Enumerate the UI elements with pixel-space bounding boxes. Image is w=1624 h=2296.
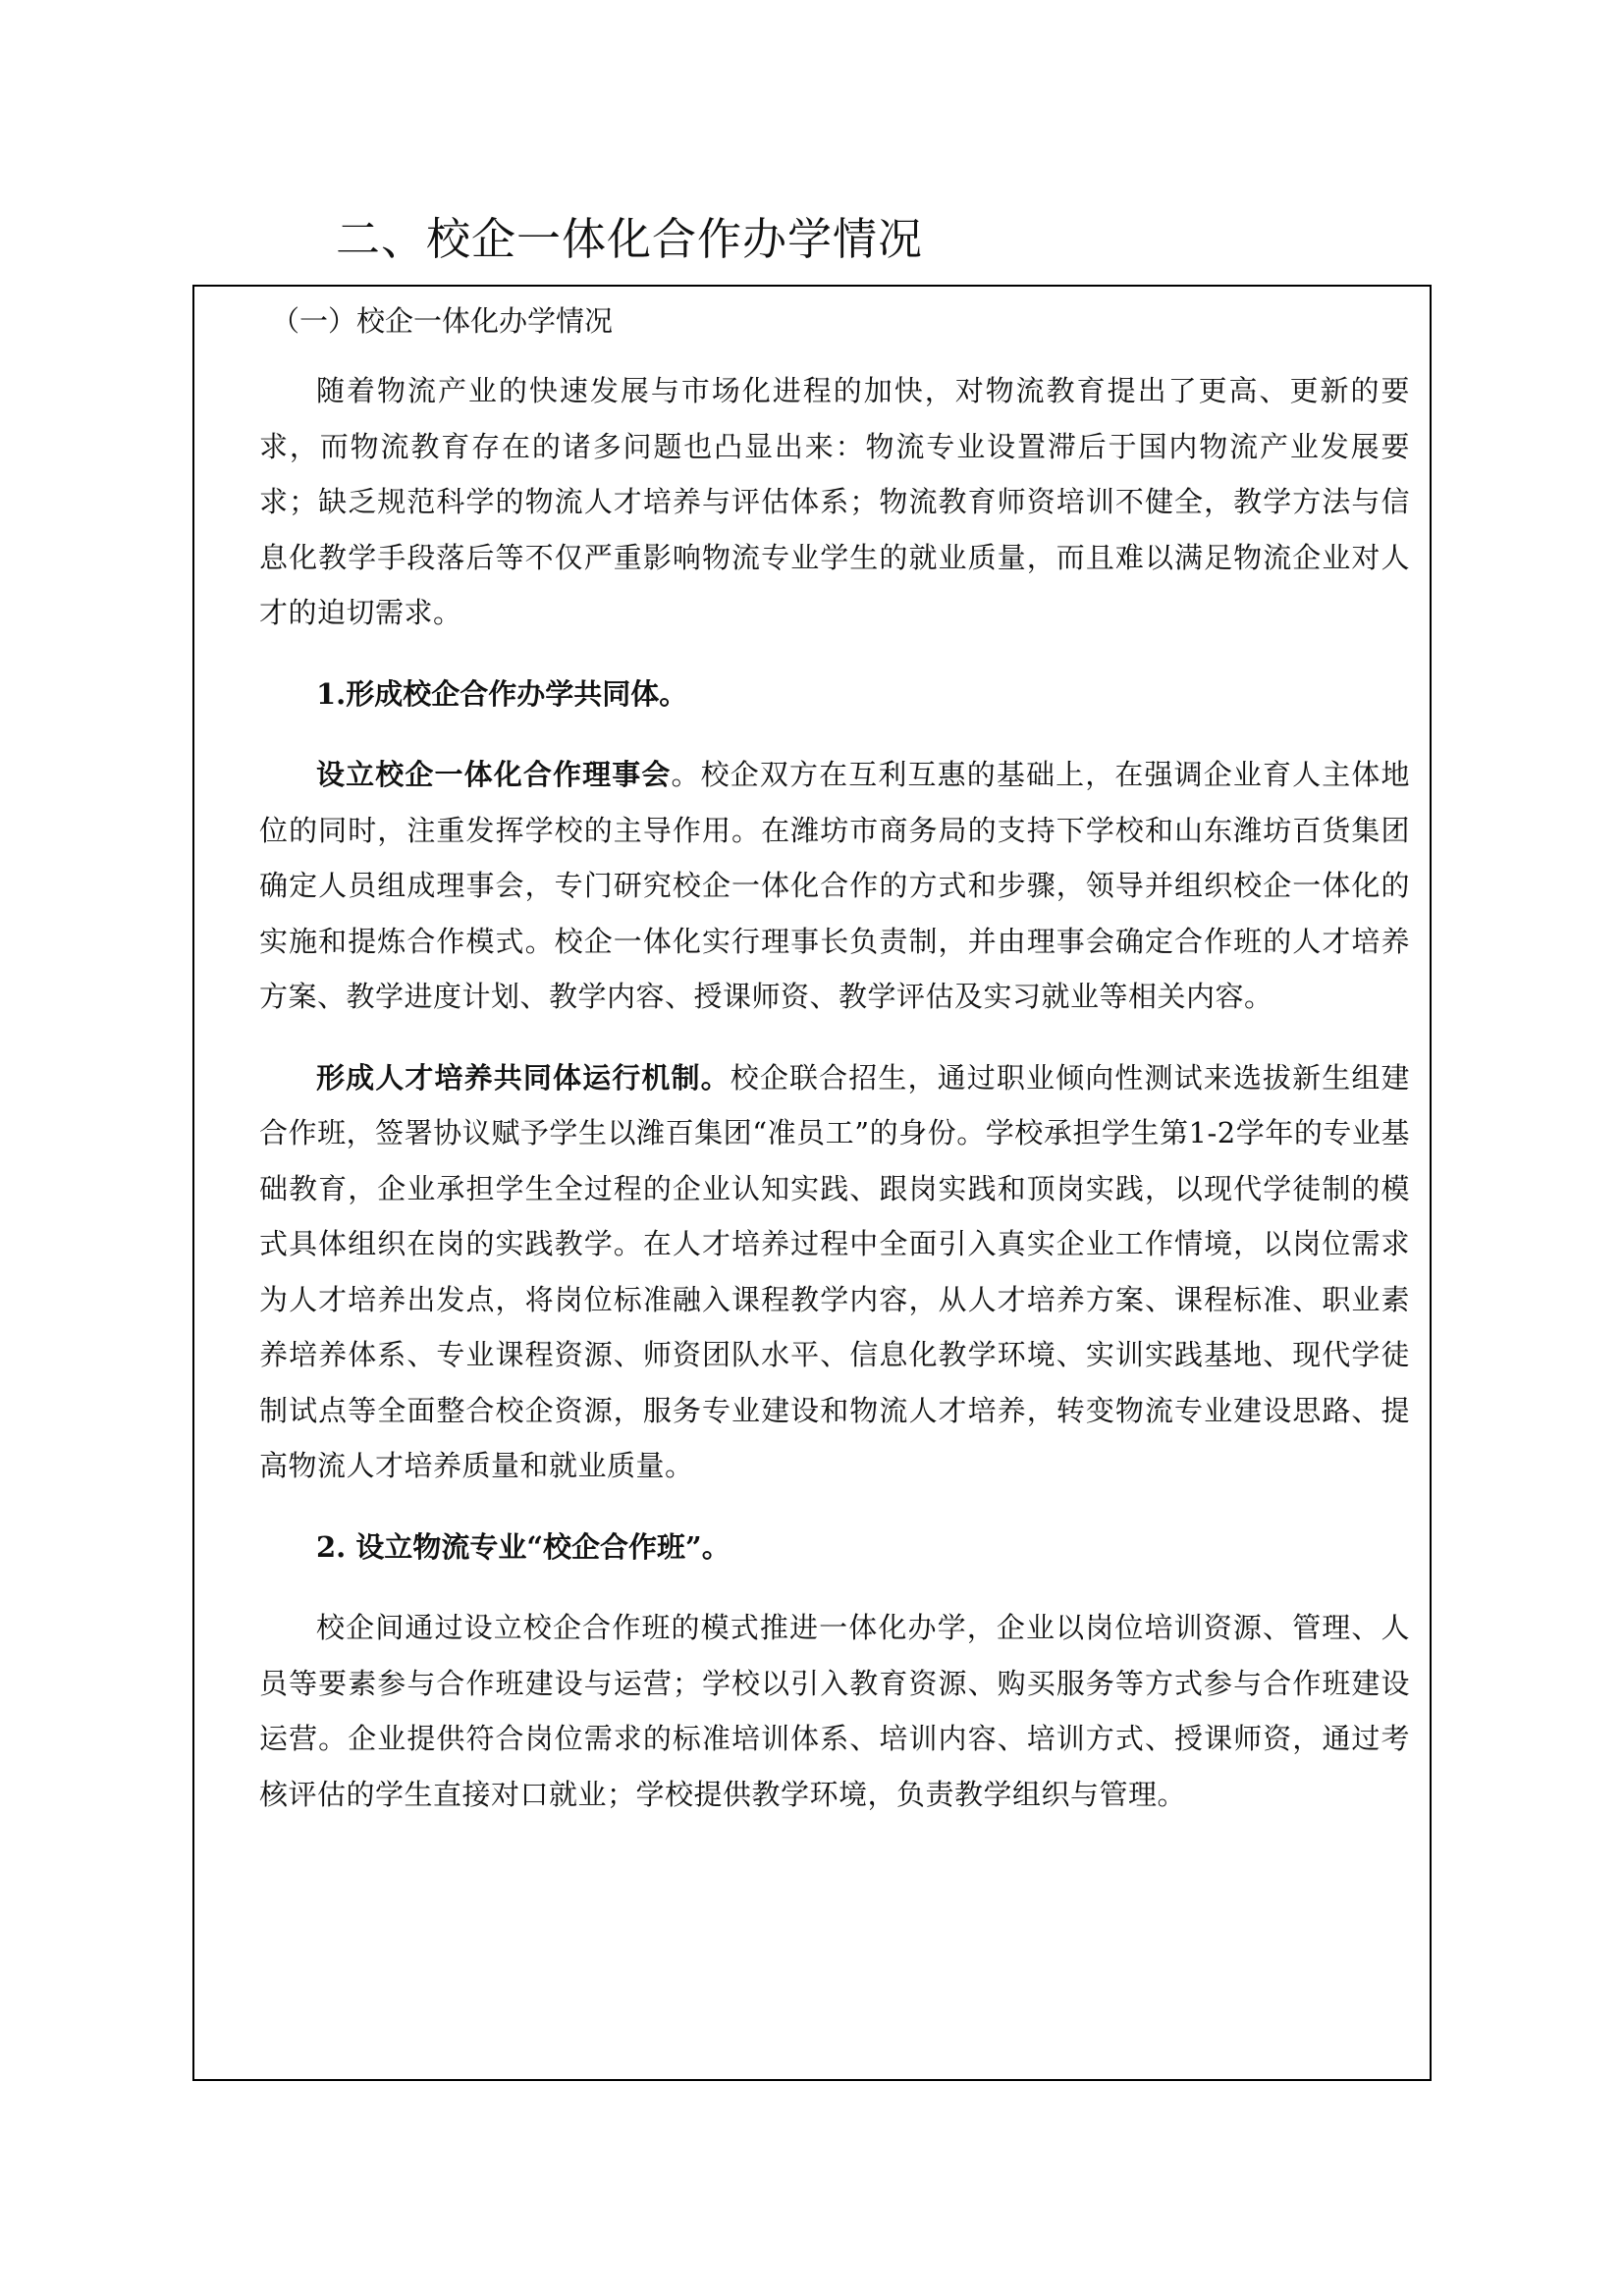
- point1-paragraph-1-lead: 设立校企一体化合作理事会: [316, 758, 672, 791]
- page-title: 二、校企一体化合作办学情况: [336, 213, 924, 265]
- point2-heading: 2. 设立物流专业“校企合作班”。: [316, 1529, 731, 1564]
- content-box: [192, 285, 1432, 2081]
- intro-paragraph: 随着物流产业的快速发展与市场化进程的加快，对物流教育提出了更高、更新的要求，而物流教育存在的诸多问题也凸显出来：物流专业设置滞后于国内物流产业发展要求；缺乏规范科学的物流人才培养与评估体系；物流教育师资培训不健全，教学方法与信息化教学手段落后等不仅严重影响物流专业学生的就业质量，而且难以满足物流企业对人才的迫切需求。: [259, 374, 1410, 629]
- point1-paragraph-1: [259, 747, 1410, 1025]
- point2-paragraph: 校企间通过设立校企合作班的模式推进一体化办学，企业以岗位培训资源、管理、人员等要素参与合作班建设与运营；学校以引入教育资源、购买服务等方式参与合作班建设运营。企业提供符合岗位需求的标准培训体系、培训内容、培训方式、授课师资，通过考核评估的学生直接对口就业；学校提供教学环境，负责教学组织与管理。: [259, 1611, 1410, 1811]
- section-subheading: （一）校企一体化办学情况: [271, 304, 614, 338]
- point1-paragraph-1-text: 。校企双方在互利互惠的基础上，在强调企业育人主体地位的同时，注重发挥学校的主导作用。在潍坊市商务局的支持下学校和山东潍坊百货集团确定人员组成理事会，专门研究校企一体化合作的方式和步骤，领导并组织校企一体化的实施和提炼合作模式。校企一体化实行理事长负责制，并由理事会确定合作班的人才培养方案、教学进度计划、教学内容、授课师资、教学评估及实习就业等相关内容。: [259, 758, 1410, 1013]
- point1-paragraph-2-text: 校企联合招生，通过职业倾向性测试来选拔新生组建合作班，签署协议赋予学生以潍百集团“准员工”的身份。学校承担学生第1-2学年的专业基础教育，企业承担学生全过程的企业认知实践、跟岗实践和顶岗实践，以现代学徒制的模式具体组织在岗的实践教学。在人才培养过程中全面引入真实企业工作情境，以岗位需求为人才培养出发点，将岗位标准融入课程教学内容，从人才培养方案、课程标准、职业素养培养体系、专业课程资源、师资团队水平、信息化教学环境、实训实践基地、现代学徒制试点等全面整合校企资源，服务专业建设和物流人才培养，转变物流专业建设思路、提高物流人才培养质量和就业质量。: [259, 1060, 1410, 1482]
- point1-heading: 1.形成校企合作办学共同体。: [316, 676, 688, 711]
- point1-paragraph-2-lead: 形成人才培养共同体运行机制。: [316, 1060, 731, 1095]
- point1-paragraph-2: [259, 1050, 1410, 1494]
